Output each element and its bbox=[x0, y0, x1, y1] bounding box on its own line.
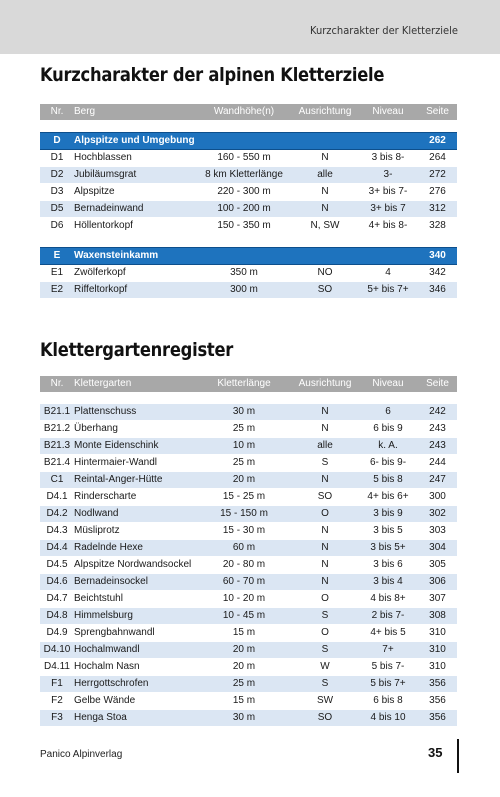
cell-orientation: N bbox=[292, 404, 358, 421]
cell-name: Plattenschuss bbox=[74, 404, 196, 421]
cell-page: 300 bbox=[418, 489, 457, 506]
cell-orientation: SO bbox=[292, 282, 358, 299]
cell-nr: B21.4 bbox=[40, 455, 74, 472]
cell-orientation: O bbox=[292, 591, 358, 608]
cell-level: 3 bis 9 bbox=[358, 506, 418, 523]
column-header: Berg bbox=[74, 104, 196, 120]
cell-level: 5 bis 7+ bbox=[358, 676, 418, 693]
cell-level: 2 bis 7- bbox=[358, 608, 418, 625]
cell-length: 15 m bbox=[196, 625, 292, 642]
cell-nr: D5 bbox=[40, 201, 74, 218]
cell-name: Henga Stoa bbox=[74, 710, 196, 727]
section-title-klettergarten: Klettergartenregister bbox=[40, 339, 234, 361]
cell-name: Müsliprotz bbox=[74, 523, 196, 540]
cell-orientation: N bbox=[292, 523, 358, 540]
table-row bbox=[40, 608, 457, 625]
table-row bbox=[40, 404, 457, 421]
column-header: Niveau bbox=[358, 376, 418, 392]
cell-orientation: N bbox=[292, 557, 358, 574]
cell-level: 4+ bis 8- bbox=[358, 218, 418, 235]
cell-nr: D4.4 bbox=[40, 540, 74, 557]
column-header: Wandhöhe(n) bbox=[196, 104, 292, 120]
cell-level: 6 bis 9 bbox=[358, 421, 418, 438]
cell-page: 303 bbox=[418, 523, 457, 540]
cell-name: Jubiläumsgrat bbox=[74, 167, 196, 184]
table-row bbox=[40, 591, 457, 608]
cell-level: k. A. bbox=[358, 438, 418, 455]
cell-page: 243 bbox=[418, 438, 457, 455]
cell-length: 350 m bbox=[196, 265, 292, 282]
cell-name: Zwölferkopf bbox=[74, 265, 196, 282]
table-row bbox=[40, 218, 457, 235]
cell-length: 20 m bbox=[196, 472, 292, 489]
cell-length: 15 - 30 m bbox=[196, 523, 292, 540]
cell-level: 6 bbox=[358, 404, 418, 421]
table-row bbox=[40, 710, 457, 727]
cell-nr: B21.1 bbox=[40, 404, 74, 421]
table-row bbox=[40, 265, 457, 282]
cell-nr: B21.3 bbox=[40, 438, 74, 455]
column-header: Nr. bbox=[40, 376, 74, 392]
cell-page: 342 bbox=[418, 265, 457, 282]
cell-length: 20 m bbox=[196, 659, 292, 676]
cell-orientation: SO bbox=[292, 710, 358, 727]
group-page: 340 bbox=[418, 248, 457, 265]
cell-nr: D3 bbox=[40, 184, 74, 201]
cell-level: 5 bis 7- bbox=[358, 659, 418, 676]
cell-nr: D4.9 bbox=[40, 625, 74, 642]
cell-nr: D4.1 bbox=[40, 489, 74, 506]
cell-name: Bernadeinsockel bbox=[74, 574, 196, 591]
cell-level: 4 bis 8+ bbox=[358, 591, 418, 608]
cell-page: 276 bbox=[418, 184, 457, 201]
alpine-table bbox=[40, 104, 457, 299]
column-header: Seite bbox=[418, 104, 457, 120]
cell-name: Nodlwand bbox=[74, 506, 196, 523]
cell-page: 310 bbox=[418, 659, 457, 676]
cell-nr: B21.2 bbox=[40, 421, 74, 438]
cell-nr: E1 bbox=[40, 265, 74, 282]
cell-orientation: S bbox=[292, 608, 358, 625]
cell-length: 15 - 25 m bbox=[196, 489, 292, 506]
cell-page: 247 bbox=[418, 472, 457, 489]
cell-nr: C1 bbox=[40, 472, 74, 489]
cell-page: 305 bbox=[418, 557, 457, 574]
column-header: Kletterlänge bbox=[196, 376, 292, 392]
cell-nr: E2 bbox=[40, 282, 74, 299]
cell-nr: F1 bbox=[40, 676, 74, 693]
cell-name: Himmelsburg bbox=[74, 608, 196, 625]
cell-page: 244 bbox=[418, 455, 457, 472]
cell-orientation: S bbox=[292, 455, 358, 472]
column-header: Ausrichtung bbox=[292, 104, 358, 120]
table-row bbox=[40, 659, 457, 676]
column-header: Seite bbox=[418, 376, 457, 392]
cell-length: 25 m bbox=[196, 676, 292, 693]
cell-page: 304 bbox=[418, 540, 457, 557]
cell-nr: D4.8 bbox=[40, 608, 74, 625]
group-page: 262 bbox=[418, 133, 457, 150]
cell-nr: F2 bbox=[40, 693, 74, 710]
cell-length: 30 m bbox=[196, 404, 292, 421]
cell-level: 3+ bis 7- bbox=[358, 184, 418, 201]
cell-level: 5+ bis 7+ bbox=[358, 282, 418, 299]
running-header-title: Kurzcharakter der Kletterziele bbox=[310, 24, 458, 37]
table-row bbox=[40, 184, 457, 201]
cell-name: Hochblassen bbox=[74, 150, 196, 167]
cell-length: 8 km Kletterlänge bbox=[196, 167, 292, 184]
cell-level: 4 bbox=[358, 265, 418, 282]
spacer-row bbox=[40, 235, 457, 248]
page-number: 35 bbox=[428, 745, 443, 760]
cell-name: Alpspitze Nordwandsockel bbox=[74, 557, 196, 574]
cell-page: 302 bbox=[418, 506, 457, 523]
cell-length: 15 m bbox=[196, 693, 292, 710]
group-name: Alpspitze und Umgebung bbox=[74, 133, 418, 150]
cell-level: 4+ bis 5 bbox=[358, 625, 418, 642]
cell-length: 60 - 70 m bbox=[196, 574, 292, 591]
table-row bbox=[40, 282, 457, 299]
cell-length: 30 m bbox=[196, 710, 292, 727]
column-header: Klettergarten bbox=[74, 376, 196, 392]
cell-name: Herrgottschrofen bbox=[74, 676, 196, 693]
cell-length: 20 - 80 m bbox=[196, 557, 292, 574]
cell-orientation: N, SW bbox=[292, 218, 358, 235]
table-row bbox=[40, 506, 457, 523]
cell-page: 307 bbox=[418, 591, 457, 608]
table-row bbox=[40, 421, 457, 438]
cell-length: 10 - 20 m bbox=[196, 591, 292, 608]
cell-orientation: O bbox=[292, 506, 358, 523]
cell-name: Riffeltorkopf bbox=[74, 282, 196, 299]
table-row bbox=[40, 625, 457, 642]
group-row bbox=[40, 133, 457, 150]
cell-page: 356 bbox=[418, 676, 457, 693]
cell-level: 3 bis 5 bbox=[358, 523, 418, 540]
cell-level: 7+ bbox=[358, 642, 418, 659]
cell-name: Sprengbahnwandl bbox=[74, 625, 196, 642]
cell-orientation: O bbox=[292, 625, 358, 642]
cell-level: 3 bis 6 bbox=[358, 557, 418, 574]
table-row bbox=[40, 523, 457, 540]
table-row bbox=[40, 455, 457, 472]
cell-orientation: N bbox=[292, 201, 358, 218]
cell-page: 356 bbox=[418, 693, 457, 710]
cell-level: 3- bbox=[358, 167, 418, 184]
cell-level: 4 bis 10 bbox=[358, 710, 418, 727]
klettergarten-table bbox=[40, 376, 457, 727]
cell-orientation: S bbox=[292, 676, 358, 693]
table-header-row bbox=[40, 376, 457, 392]
cell-orientation: alle bbox=[292, 167, 358, 184]
cell-length: 300 m bbox=[196, 282, 292, 299]
table-row bbox=[40, 574, 457, 591]
cell-length: 15 - 150 m bbox=[196, 506, 292, 523]
cell-page: 310 bbox=[418, 625, 457, 642]
cell-length: 100 - 200 m bbox=[196, 201, 292, 218]
cell-page: 242 bbox=[418, 404, 457, 421]
cell-nr: D4.7 bbox=[40, 591, 74, 608]
spacer-row bbox=[40, 392, 457, 404]
table-row bbox=[40, 472, 457, 489]
table-row bbox=[40, 201, 457, 218]
cell-name: Beichtstuhl bbox=[74, 591, 196, 608]
footer-rule bbox=[457, 739, 459, 773]
group-id: D bbox=[40, 133, 74, 150]
cell-level: 6 bis 8 bbox=[358, 693, 418, 710]
cell-nr: D4.5 bbox=[40, 557, 74, 574]
cell-level: 3 bis 4 bbox=[358, 574, 418, 591]
cell-nr: D4.10 bbox=[40, 642, 74, 659]
cell-level: 3 bis 8- bbox=[358, 150, 418, 167]
cell-orientation: N bbox=[292, 150, 358, 167]
cell-name: Reintal-Anger-Hütte bbox=[74, 472, 196, 489]
cell-name: Bernadeinwand bbox=[74, 201, 196, 218]
cell-orientation: N bbox=[292, 184, 358, 201]
cell-nr: D4.11 bbox=[40, 659, 74, 676]
cell-orientation: SO bbox=[292, 489, 358, 506]
table-row bbox=[40, 150, 457, 167]
cell-length: 220 - 300 m bbox=[196, 184, 292, 201]
cell-orientation: N bbox=[292, 540, 358, 557]
column-header: Ausrichtung bbox=[292, 376, 358, 392]
cell-nr: D1 bbox=[40, 150, 74, 167]
table-row bbox=[40, 642, 457, 659]
cell-length: 10 - 45 m bbox=[196, 608, 292, 625]
cell-page: 312 bbox=[418, 201, 457, 218]
group-name: Waxensteinkamm bbox=[74, 248, 418, 265]
cell-orientation: alle bbox=[292, 438, 358, 455]
cell-orientation: SW bbox=[292, 693, 358, 710]
cell-name: Hochalmwandl bbox=[74, 642, 196, 659]
group-id: E bbox=[40, 248, 74, 265]
table-row bbox=[40, 693, 457, 710]
table-row bbox=[40, 557, 457, 574]
cell-length: 60 m bbox=[196, 540, 292, 557]
cell-orientation: NO bbox=[292, 265, 358, 282]
cell-name: Monte Eidenschink bbox=[74, 438, 196, 455]
cell-length: 25 m bbox=[196, 421, 292, 438]
cell-length: 25 m bbox=[196, 455, 292, 472]
cell-page: 328 bbox=[418, 218, 457, 235]
running-header bbox=[0, 0, 500, 54]
publisher-name: Panico Alpinverlag bbox=[40, 749, 123, 760]
cell-page: 308 bbox=[418, 608, 457, 625]
cell-nr: D4.3 bbox=[40, 523, 74, 540]
cell-name: Rinderscharte bbox=[74, 489, 196, 506]
cell-nr: D4.6 bbox=[40, 574, 74, 591]
section-title-alpine: Kurzcharakter der alpinen Kletterziele bbox=[40, 64, 385, 86]
cell-level: 3+ bis 7 bbox=[358, 201, 418, 218]
column-header: Nr. bbox=[40, 104, 74, 120]
cell-page: 356 bbox=[418, 710, 457, 727]
cell-page: 346 bbox=[418, 282, 457, 299]
cell-page: 264 bbox=[418, 150, 457, 167]
cell-orientation: N bbox=[292, 574, 358, 591]
cell-orientation: N bbox=[292, 472, 358, 489]
cell-orientation: S bbox=[292, 642, 358, 659]
cell-level: 4+ bis 6+ bbox=[358, 489, 418, 506]
cell-name: Gelbe Wände bbox=[74, 693, 196, 710]
cell-page: 306 bbox=[418, 574, 457, 591]
cell-level: 6- bis 9- bbox=[358, 455, 418, 472]
cell-name: Überhang bbox=[74, 421, 196, 438]
cell-orientation: N bbox=[292, 421, 358, 438]
cell-length: 20 m bbox=[196, 642, 292, 659]
table-row bbox=[40, 489, 457, 506]
cell-level: 3 bis 5+ bbox=[358, 540, 418, 557]
table-row bbox=[40, 540, 457, 557]
cell-length: 10 m bbox=[196, 438, 292, 455]
cell-length: 150 - 350 m bbox=[196, 218, 292, 235]
cell-level: 5 bis 8 bbox=[358, 472, 418, 489]
table-row bbox=[40, 167, 457, 184]
group-row bbox=[40, 248, 457, 265]
cell-nr: D6 bbox=[40, 218, 74, 235]
spacer-row bbox=[40, 120, 457, 133]
cell-name: Höllentorkopf bbox=[74, 218, 196, 235]
cell-nr: D4.2 bbox=[40, 506, 74, 523]
table-row bbox=[40, 676, 457, 693]
cell-nr: F3 bbox=[40, 710, 74, 727]
cell-orientation: W bbox=[292, 659, 358, 676]
cell-page: 310 bbox=[418, 642, 457, 659]
cell-page: 272 bbox=[418, 167, 457, 184]
cell-name: Hintermaier-Wandl bbox=[74, 455, 196, 472]
cell-name: Radelnde Hexe bbox=[74, 540, 196, 557]
cell-page: 243 bbox=[418, 421, 457, 438]
cell-name: Hochalm Nasn bbox=[74, 659, 196, 676]
table-header-row bbox=[40, 104, 457, 120]
column-header: Niveau bbox=[358, 104, 418, 120]
cell-nr: D2 bbox=[40, 167, 74, 184]
table-row bbox=[40, 438, 457, 455]
cell-length: 160 - 550 m bbox=[196, 150, 292, 167]
cell-name: Alpspitze bbox=[74, 184, 196, 201]
